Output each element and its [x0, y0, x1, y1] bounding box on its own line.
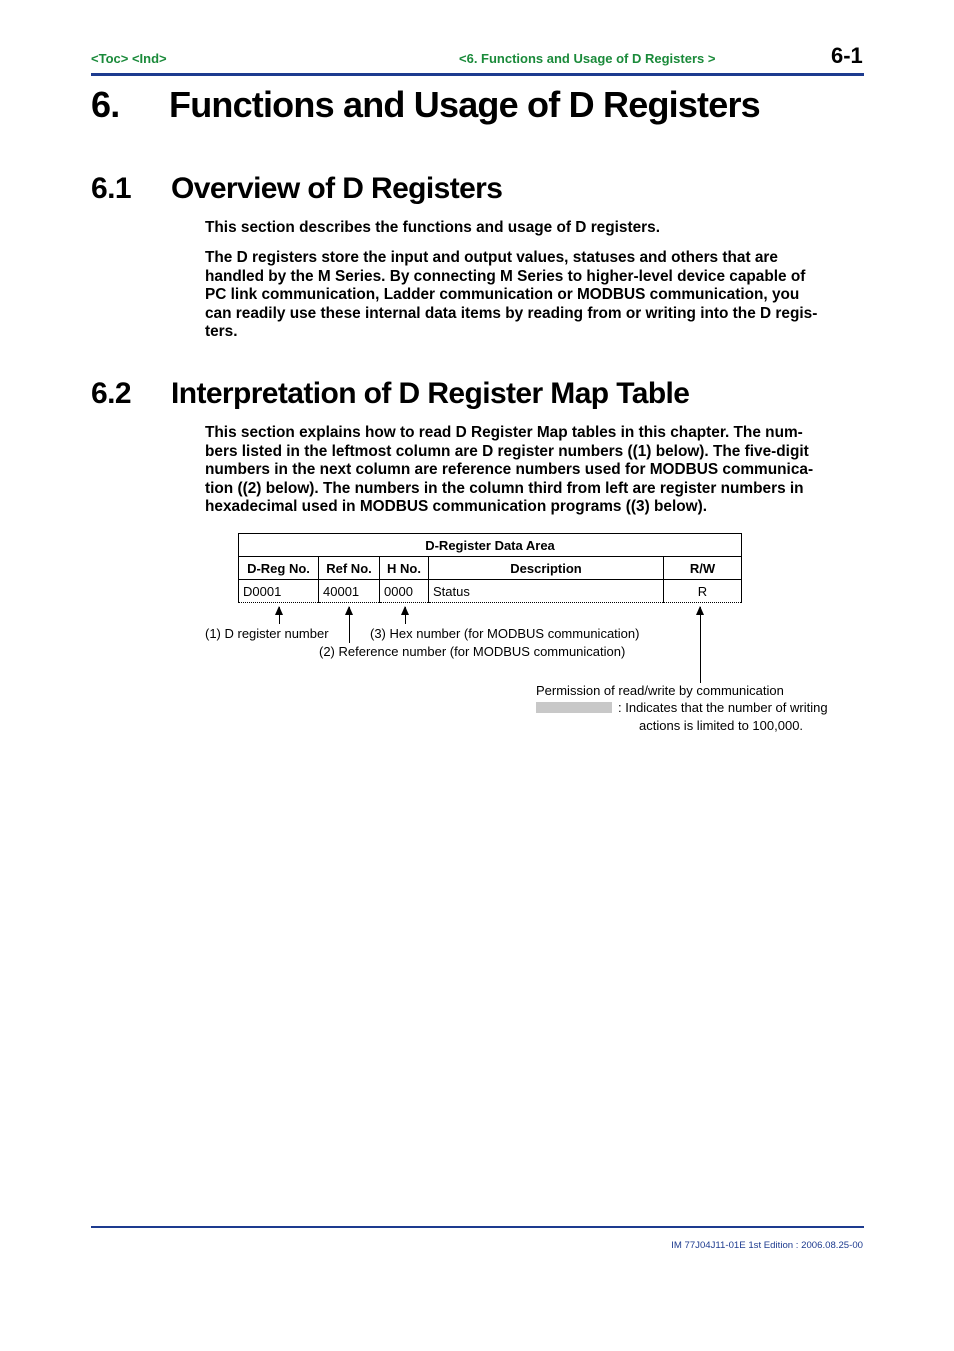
section-title: Overview of D Registers: [171, 172, 503, 205]
paragraph-line: The D registers store the input and output values, statuses and others that are: [205, 249, 778, 266]
column-header: Description: [429, 557, 664, 580]
paragraph-line: ters.: [205, 323, 238, 341]
paragraph-line: numbers in the next column are reference numbers used for MODBUS communica-: [205, 461, 814, 479]
paragraph-line: hexadecimal used in MODBUS communication programs ((3) below).: [205, 498, 707, 516]
table-caption: D-Register Data Area: [239, 534, 742, 557]
legend-text: actions is limited to 100,000.: [639, 718, 804, 733]
column-header: D-Reg No.: [239, 557, 319, 580]
annotation-permission: Permission of read/write by communication: [536, 683, 784, 698]
arrow-up-icon: [700, 607, 701, 683]
paragraph-line: can readily use these internal data items by reading from or writing into the D regis-: [205, 304, 818, 322]
paragraph: [205, 219, 857, 238]
page-number: 6-1: [831, 43, 863, 68]
section-number: 6.2: [91, 377, 131, 410]
table-cell: 0000: [380, 580, 429, 603]
footer-rule: [91, 1226, 864, 1228]
table-header-row: [239, 557, 742, 580]
paragraph: [205, 424, 857, 517]
table-cell: D0001: [239, 580, 319, 603]
arrow-up-icon: [349, 607, 350, 643]
paragraph-line: This section explains how to read D Register Map tables in this chapter. The num-: [205, 424, 803, 441]
d-register-map-table: [238, 533, 742, 603]
index-link[interactable]: <Ind>: [131, 51, 167, 66]
paragraph-line: bers listed in the leftmost column are D register numbers ((1) below). The five-digit: [205, 442, 809, 460]
paragraph-line: PC link communication, Ladder communication or MODBUS communication, you: [205, 286, 800, 304]
paragraph: [205, 249, 857, 342]
annotation-d-register: (1) D register number: [205, 626, 329, 641]
footer-doc-id: IM 77J04J11-01E 1st Edition : 2006.08.25-00: [671, 1240, 863, 1251]
arrow-up-icon: [405, 607, 406, 624]
table-cell: Status: [429, 580, 664, 603]
paragraph-line: tion ((2) below). The numbers in the column third from left are register numbers in: [205, 479, 804, 497]
paragraph-line: This section describes the functions and usage of D registers.: [205, 219, 660, 236]
chapter-link[interactable]: <6. Functions and Usage of D Registers >: [459, 51, 716, 66]
table-cell: R: [664, 580, 742, 603]
column-header: H No.: [380, 557, 429, 580]
annotation-hex-number: (3) Hex number (for MODBUS communication): [370, 626, 640, 641]
chapter-number: 6.: [91, 84, 120, 125]
chapter-header-link-wrap: [459, 51, 715, 66]
legend-swatch: [536, 702, 612, 713]
arrow-up-icon: [279, 607, 280, 624]
annotation-reference-number: (2) Reference number (for MODBUS communication): [319, 644, 626, 659]
table-row: [239, 580, 742, 603]
paragraph-line: handled by the M Series. By connecting M Series to higher-level device capable of: [205, 267, 806, 285]
section-title: Interpretation of D Register Map Table: [171, 377, 690, 410]
header-nav: [91, 51, 167, 66]
table-cell: 40001: [319, 580, 380, 603]
section-number: 6.1: [91, 172, 131, 205]
header-rule: [91, 73, 864, 76]
column-header: R/W: [664, 557, 742, 580]
toc-link[interactable]: <Toc>: [91, 51, 129, 66]
legend-text: : Indicates that the number of writing: [618, 700, 828, 715]
column-header: Ref No.: [319, 557, 380, 580]
chapter-title: Functions and Usage of D Registers: [169, 84, 760, 125]
